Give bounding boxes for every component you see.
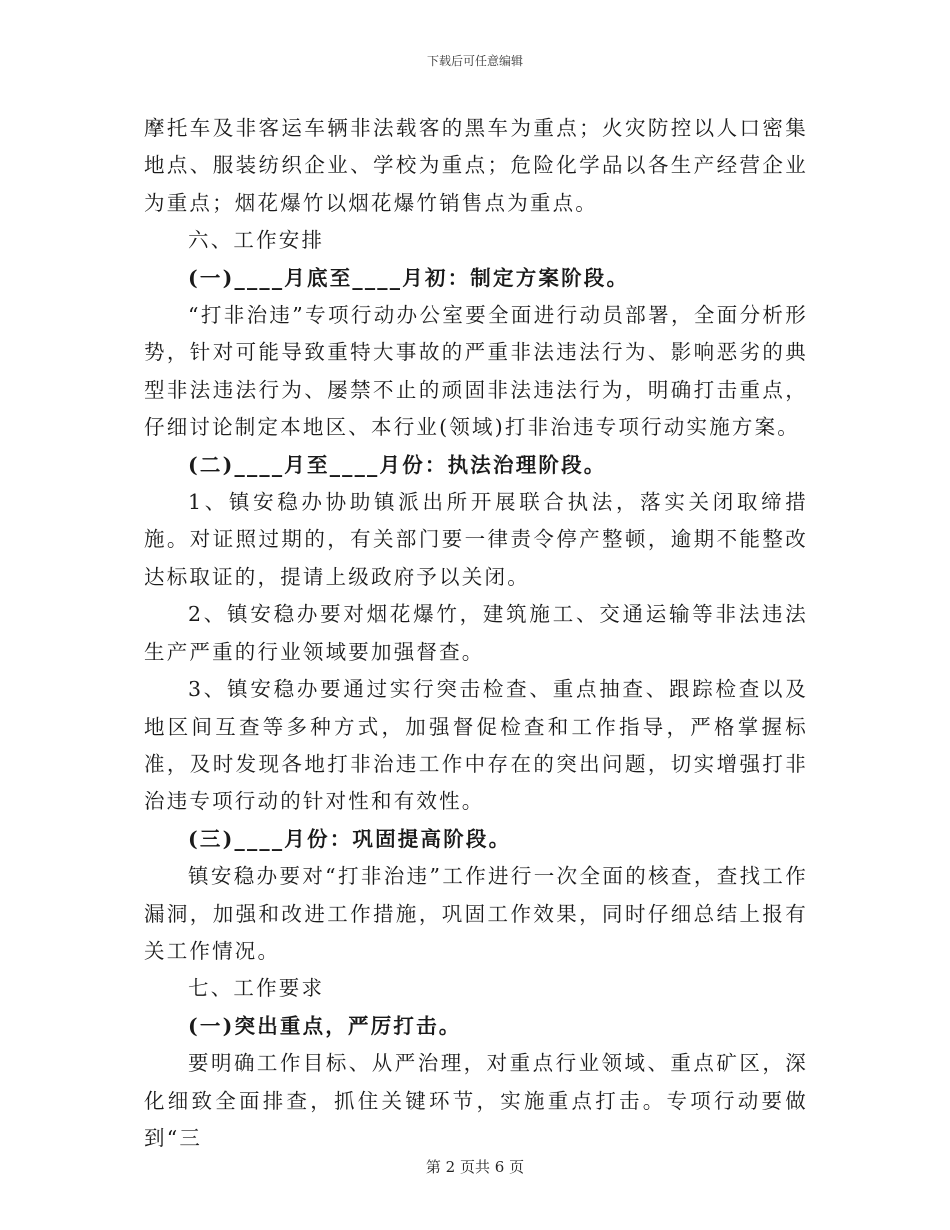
body-paragraph: 3、镇安稳办要通过实行突击检查、重点抽查、跟踪检查以及地区间互查等多种方式，加强督促检查和工作指导，严格掌握标准，及时发现各地打非治违工作中存在的突出问题，切实增强打非治违专项行动的针对性和有效性。: [144, 677, 808, 814]
body-paragraph: 要明确工作目标、从严治理，对重点行业领域、重点矿区，深化细致全面排查，抓住关键环节，实施重点打击。专项行动要做到“三: [144, 1051, 808, 1150]
body-paragraph: 摩托车及非客运车辆非法载客的黑车为重点；火灾防控以人口密集地点、服装纺织企业、学校为重点；危险化学品以各生产经营企业为重点；烟花爆竹以烟花爆竹销售点为重点。: [144, 116, 808, 215]
subsection-heading: (一)____月底至____月初：制定方案阶段。: [188, 265, 630, 290]
section-heading-seven: 七、工作要求: [188, 976, 325, 1001]
body-paragraph: 镇安稳办要对“打非治违”工作进行一次全面的核查，查找工作漏洞，加强和改进工作措施，巩固工作效果，同时仔细总结上报有关工作情况。: [144, 864, 808, 963]
document-body: [144, 110, 808, 1157]
body-paragraph: 1、镇安稳办协助镇派出所开展联合执法，落实关闭取缔措施。对证照过期的，有关部门要一律责令停产整顿，逾期不能整改达标取证的，提请上级政府予以关闭。: [144, 490, 808, 589]
subsection-heading: (三)____月份：巩固提高阶段。: [188, 826, 512, 851]
body-paragraph: “打非治违”专项行动办公室要全面进行动员部署，全面分析形势，针对可能导致重特大事故的严重非法违法行为、影响恶劣的典型非法违法行为、屡禁不止的顽固非法违法行为，明确打击重点，仔细讨论制定本地区、本行业(领域)打非治违专项行动实施方案。: [144, 303, 808, 440]
subsection-heading: (二)____月至____月份：执法治理阶段。: [188, 452, 607, 477]
section-heading-six: 六、工作安排: [188, 228, 325, 253]
page-header: 下载后可任意编辑: [426, 54, 523, 68]
page-number-footer: 第 2 页共 6 页: [425, 1158, 525, 1176]
subsection-heading: (一)突出重点，严厉打击。: [188, 1013, 462, 1038]
body-paragraph: 2、镇安稳办要对烟花爆竹，建筑施工、交通运输等非法违法生产严重的行业领域要加强督查。: [144, 602, 808, 664]
